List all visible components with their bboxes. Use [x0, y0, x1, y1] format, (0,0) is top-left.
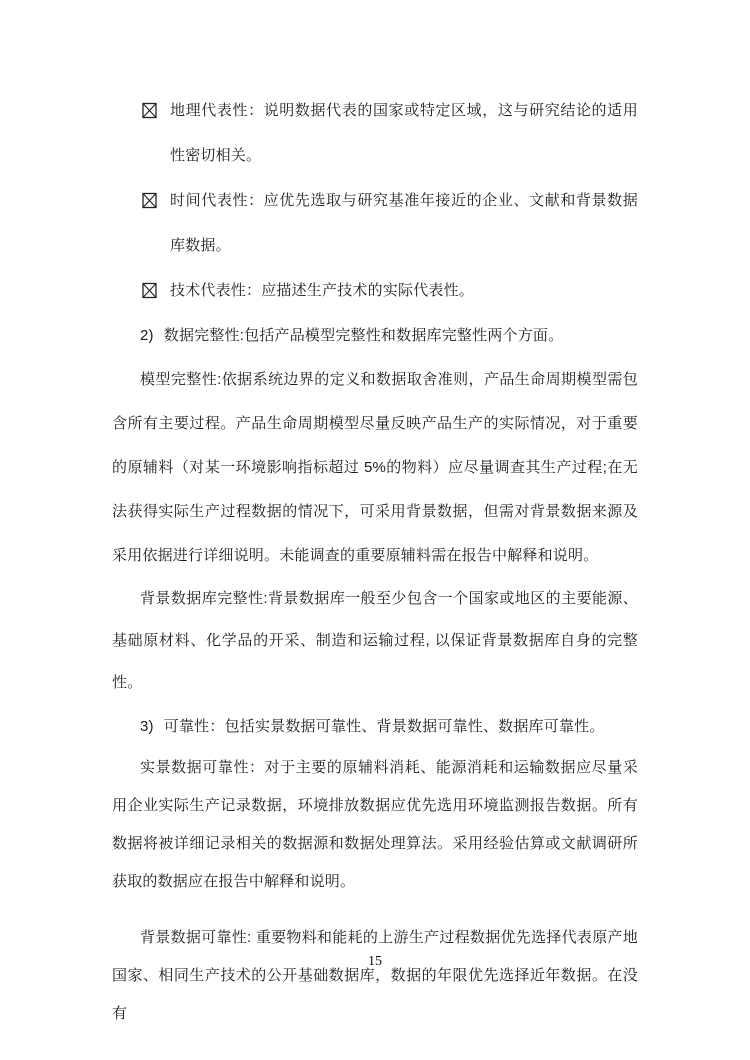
ballot-box-x-icon — [142, 268, 157, 313]
numbered-item-text: 数据完整性:包括产品模型完整性和数据库完整性两个方面。 — [163, 327, 564, 344]
bullet-text: 地理代表性：说明数据代表的国家或特定区域，这与研究结论的适用性密切相关。 — [170, 102, 638, 164]
bullet-text: 时间代表性：应优先选取与研究基准年接近的企业、文献和背景数据库数据。 — [170, 192, 638, 254]
bullet-item — [112, 88, 638, 178]
ballot-box-x-icon — [142, 178, 157, 223]
numbered-item — [112, 704, 638, 749]
page-number: 15 — [368, 954, 382, 969]
numbered-item-label: 3) — [140, 718, 154, 735]
document-body — [112, 88, 638, 1033]
numbered-item — [112, 313, 638, 358]
numbered-item-text: 可靠性：包括实景数据可靠性、背景数据可靠性、数据库可靠性。 — [163, 718, 605, 735]
bullet-item — [112, 268, 638, 313]
ballot-box-x-icon — [142, 88, 157, 133]
bullet-item — [112, 178, 638, 268]
paragraph: 模型完整性:依据系统边界的定义和数据取舍准则，产品生命周期模型需包含所有主要过程。产品生命周期模型尽量反映产品生产的实际情况，对于重要的原辅料（对某一环境影响指标超过 5%的物料）应尽量调查其生产过程;在无法获得实际生产过程数据的情况下，可采用背景数据，但需对背景数据来源及采用依据进行详细说明。未能调查的重要原辅料需在报告中解释和说明。 — [112, 371, 638, 564]
paragraph: 实景数据可靠性：对于主要的原辅料消耗、能源消耗和运输数据应尽量采用企业实际生产记录数据，环境排放数据应优先选用环境监测报告数据。所有数据将被详细记录相关的数据源和数据处理算法。采用经验估算或文献调研所获取的数据应在报告中解释和说明。 — [112, 759, 638, 890]
numbered-item-label: 2) — [140, 327, 154, 344]
paragraph: 背景数据库完整性:背景数据库一般至少包含一个国家或地区的主要能源、基础原材料、化学品的开采、制造和运输过程, 以保证背景数据库自身的完整性。 — [112, 590, 638, 691]
paragraph: 背景数据可靠性: 重要物料和能耗的上游生产过程数据优先选择代表原产地国家、相同生产技术的公开基础数据库，数据的年限优先选择近年数据。在没有 — [112, 929, 638, 1022]
bullet-text: 技术代表性：应描述生产技术的实际代表性。 — [170, 282, 475, 299]
